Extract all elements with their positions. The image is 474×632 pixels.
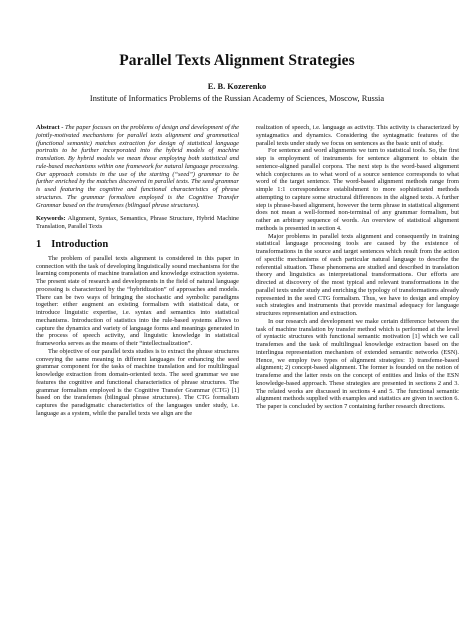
left-column — [36, 124, 239, 418]
body-paragraph: Major problems in parallel texts alignment and consequently in training statistical language processing tools are caused by the existence of transformations in the source and target sentences which result from the action of specific mechanisms of each particular natural language to describe the referential situation. These phenomena are studied and described in translation theory and linguistics as interpretational transformations. Our efforts are directed at discovery of the most typical and relevant transformations in the parallel texts under study and enriching the typology of transformations already represented in the seed CTG formalism. Thus, we have to design and employ such strategies and instruments that provide maximal adequacy for language structures representation and extraction. — [256, 232, 459, 317]
keywords-text: Alignment, Syntax, Semantics, Phrase Structure, Hybrid Machine Translation, Parallel Texts — [36, 215, 239, 230]
keywords — [36, 215, 239, 231]
section-number: 1 — [36, 238, 42, 250]
body-paragraph: realization of speech, i.e. language as activity. This activity is characterized by syntagmatics and dynamics. Considering the syntagmatic features of the parallel texts under study we focus on sentences as the basic unit of study. — [256, 124, 459, 147]
author-affiliation: Institute of Informatics Problems of the Russian Academy of Sciences, Moscow, Russia — [89, 94, 385, 103]
paper-title: Parallel Texts Alignment Strategies — [119, 52, 355, 69]
author-name: E. B. Kozerenko — [207, 82, 267, 91]
section-heading-introduction — [36, 238, 239, 251]
right-column — [256, 124, 459, 411]
body-paragraph: In our research and development we make certain difference between the task of machine translation by transfer method which is performed at the level of syntactic structures with functional semantic motivation [1] which we call transfemes and the task of multilingual knowledge extraction based on the interlingua representation mechanism of extended semantic networks (ESN). Hence, we employ two types of alignment strategies: 1) transfeme-based alignment; 2) concept-based alignment. The former is founded on the notion of transfeme and the latter rests on the concept of entities and links of the ESN knowledge-based approach. These strategies are presented in sections 2 and 3. The related works are discussed in sections 4 and 5. The functional semantic alignment methods supplied with examples and statistics are given in section 6. The paper is concluded by section 7 containing further research directions. — [256, 317, 459, 410]
keywords-label: Keywords: — [36, 215, 66, 223]
abstract-text: The paper focuses on the problems of design and development of the jointly-motivated mechanisms for parallel texts alignment and grammatical (functional semantic) matches extraction for design of statistical language portraits to be further incorporated into the hybrid models of machine translation. By hybrid models we mean those employing both statistical and rule-based mechanisms within one framework for natural language processing. Our approach consists in the use of the starting (“seed”) grammar to be further enriched by the matches discovered in parallel texts. The seed grammar is used featuring the cognitive and functional characteristics of phrase structures. The grammar formalism employed is the Cognitive Transfer Grammar based on the transfemes (bilingual phrase structures). — [36, 124, 239, 209]
body-paragraph: For sentence and word alignments we turn to statistical tools. So, the first step is employment of instruments for sentence alignment to obtain the sentence-aligned parallel corpora. The next step is the word-based alignment which conjectures as to what word of a source sentence corresponds to what word of the target sentence. The word-based alignment methods range from simple 1:1 correspondence establishment to more sophisticated methods attempting to capture some structural differences in the aligned texts. A further step is phrase-based alignment, however the term phrase in statistical alignment does not mean a well-formed non-terminal of any grammar formalism, but rather an arbitrary sequence of words. An overview of statistical alignment methods is presented in section 4. — [256, 147, 459, 232]
body-paragraph: The objective of our parallel texts studies is to extract the phrase structures conveying the same meaning in different languages for enhancing the seed grammar component for the tasks of machine translation and for multilingual knowledge extraction from domain-oriented texts. The seed grammar we use features the cognitive and functional characteristics of phrase structures. The grammar formalism employed is the Cognitive Transfer Grammar (CTG) [1] based on the transfemes (bilingual phrase structures). The CTG formalism captures the paradigmatic characteristics of the languages under study, i.e. language as a system, while the parallel texts we align are the — [36, 347, 239, 417]
abstract-label: Abstract - — [36, 124, 64, 131]
section-title: Introduction — [51, 238, 109, 250]
body-paragraph: The problem of parallel texts alignment is considered in this paper in connection with the task of developing linguistically sound mechanisms for the learning components of machine translation and knowledge extraction systems. The present state of research and developments in the field of natural language processing is characterized by the “hybridization” of approaches and models. There can be two ways of bringing the stochastic and symbolic paradigms together: either augment an existing formalism with statistical data, or introduce linguistic expertise, i.e. syntax and semantics into statistical mechanisms. Introduction of statistics into the rule-based systems allows to capture the dynamics and variety of language forms and meanings generated in the process of speech activity, and linguistic knowledge in statistical frameworks serves as the means of their “intellectualization”. — [36, 254, 239, 347]
abstract — [36, 124, 239, 209]
